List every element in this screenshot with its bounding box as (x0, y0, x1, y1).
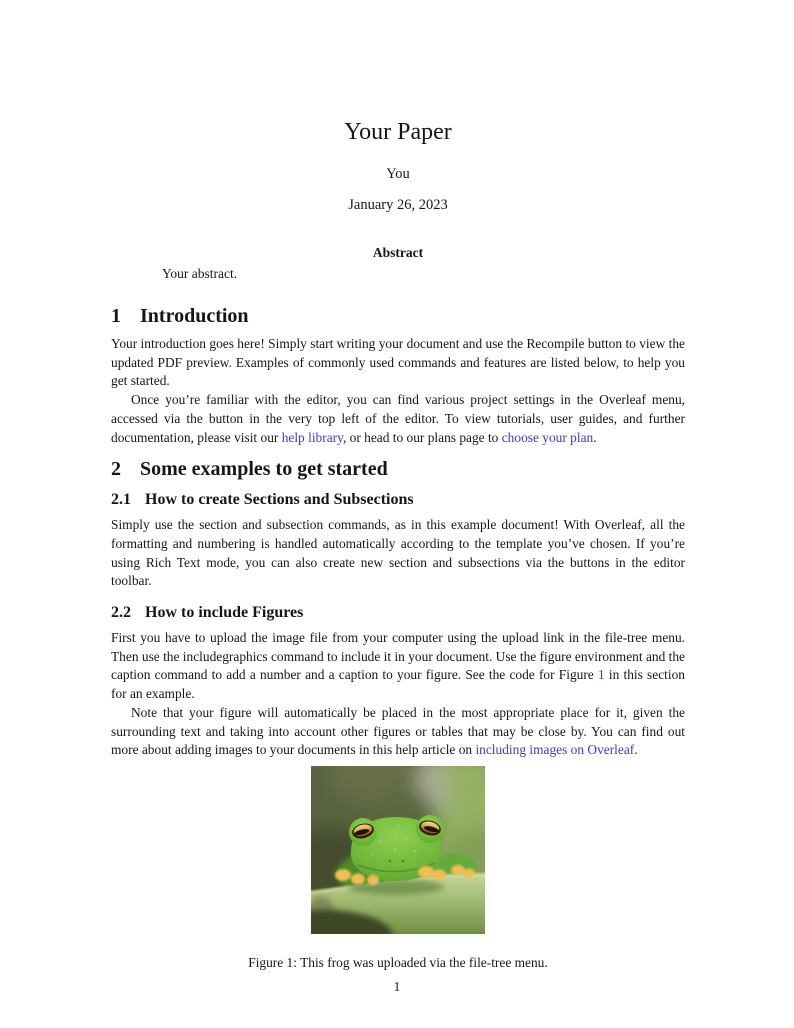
subsection-heading-sections (111, 490, 685, 509)
section-title: Some examples to get started (140, 458, 388, 481)
paper-date: January 26, 2023 (348, 197, 448, 213)
text-run: in this section for an example. (111, 667, 685, 702)
text-run: , or head to our plans page to (342, 429, 502, 445)
text-run: . (634, 742, 638, 758)
choose-your-plan-link[interactable]: choose your plan (501, 429, 594, 445)
help-library-link[interactable]: help library (281, 429, 343, 445)
paper-author: You (386, 166, 410, 182)
subsection-heading-figures (111, 603, 685, 622)
abstract-heading: Abstract (372, 245, 424, 260)
text-block (111, 0, 685, 971)
figures-paragraph-2 (111, 704, 685, 760)
frog-photo (311, 766, 485, 934)
paper-title: Your Paper (344, 119, 452, 145)
section-number: 2 (111, 458, 121, 481)
subsection-title: How to create Sections and Subsections (145, 491, 414, 509)
sections-paragraph: Simply use the section and subsection commands, as in this example document! With Overleaf, all the formatting and numbering is handled automatically according to the template you’ve chosen. If you’re using Rich Text mode, you can also create new section and subsections via the buttons in the editor toolbar. (111, 517, 685, 589)
subsection-number: 2.1 (111, 491, 131, 509)
abstract-text: Your abstract. (162, 266, 238, 281)
section-number: 1 (111, 305, 121, 327)
figure-1 (111, 766, 685, 971)
page-number: 1 (393, 979, 401, 994)
section-title: Introduction (140, 305, 249, 327)
text-run: . (593, 429, 597, 445)
text-run: Note that your figure will automatically be placed in the most appropriate place for it, given the surrounding text and taking into account other figures or tables that may be close by. You can find out more about adding images to your documents in this help article on (111, 704, 685, 758)
figure-caption: Figure 1: This frog was uploaded via the file-tree menu. (248, 954, 548, 970)
intro-paragraph-2 (111, 391, 685, 447)
including-images-link[interactable]: including images on Overleaf (475, 742, 635, 758)
text-run: Once you’re familiar with the editor, you can find various project settings in the Overleaf menu, accessed via the button in the very top left of the editor. To view tutorials, user guides, and further documentation, please visit our (111, 392, 685, 445)
intro-paragraph-1: Your introduction goes here! Simply start writing your document and use the Recompile button to view the updated PDF preview. Examples of commonly used commands and features are listed below, to help you get started. (111, 336, 685, 389)
section-heading-examples (111, 457, 685, 481)
section-heading-introduction (111, 304, 685, 328)
figure-ref-link[interactable]: 1 (597, 667, 605, 683)
figures-paragraph-1 (111, 629, 685, 704)
subsection-title: How to include Figures (145, 604, 304, 622)
text-run: First you have to upload the image file from your computer using the upload link in the file-tree menu. Then use the includegraphics command to include it in your document. Use the figure environment and the caption command to add a number and a caption to your figure. See the code for Figure (111, 630, 685, 683)
subsection-number: 2.2 (111, 604, 131, 622)
